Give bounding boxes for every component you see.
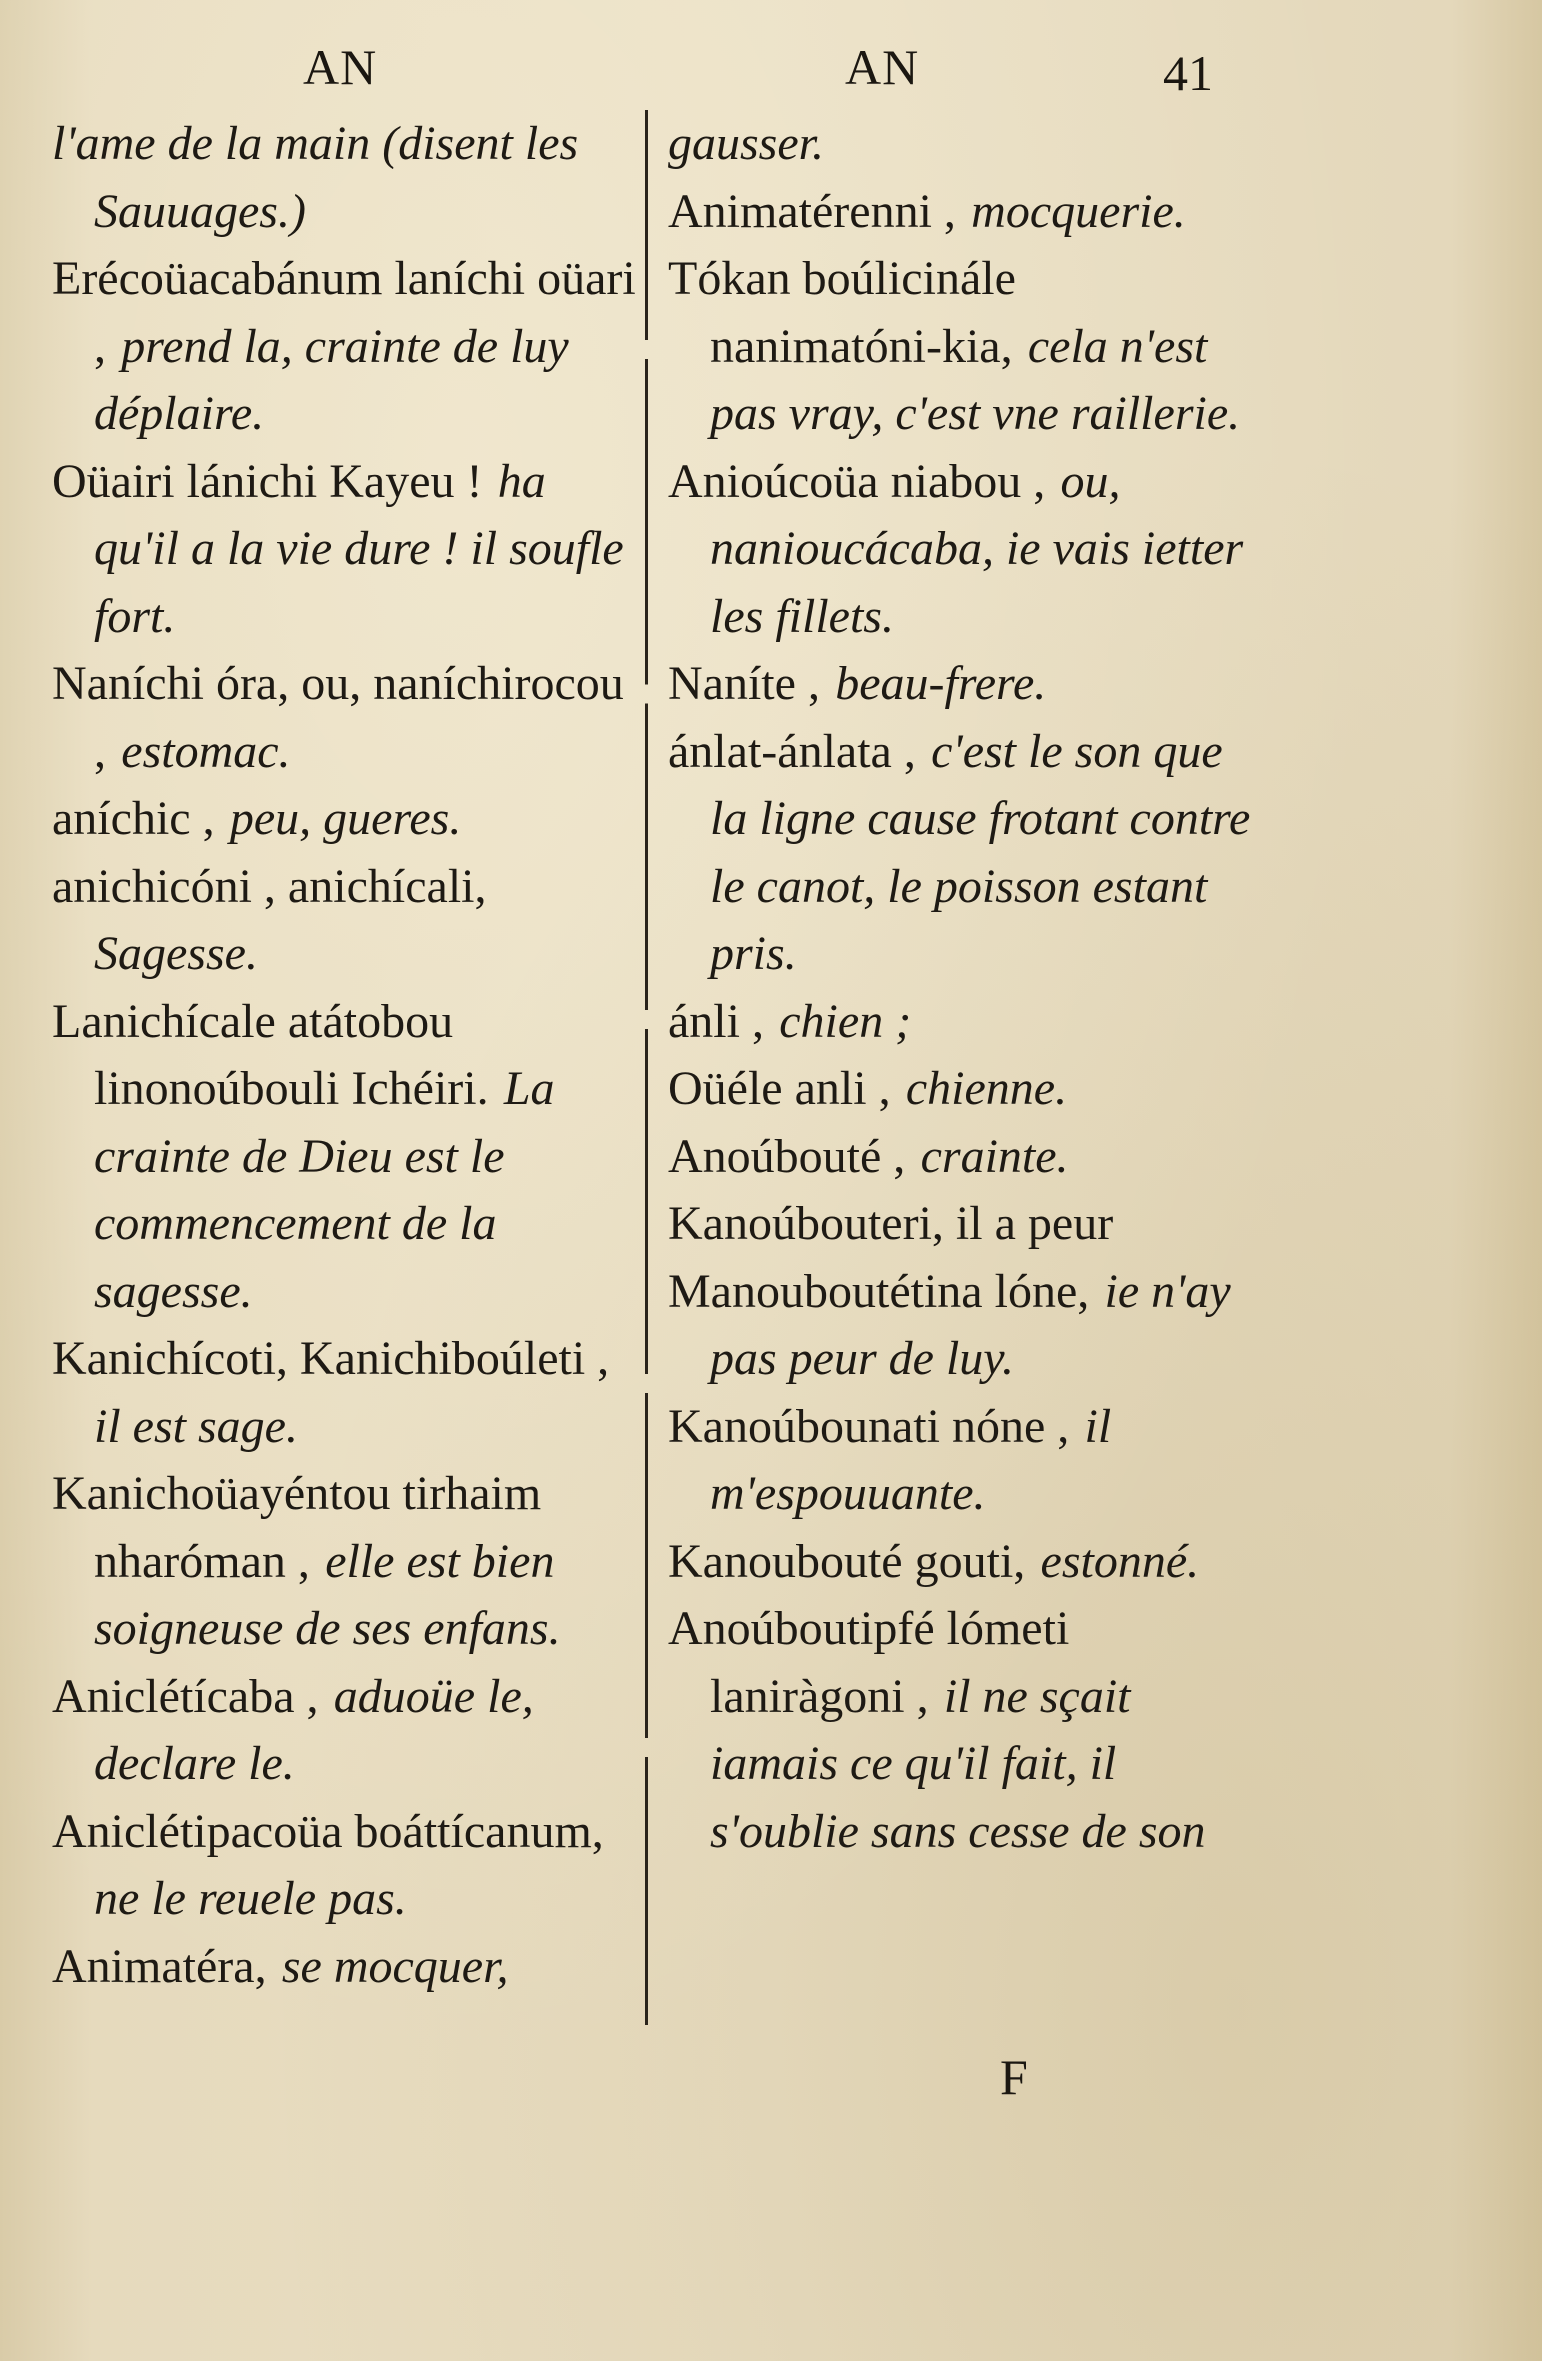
entry-term: anichicóni , anichícali, bbox=[52, 859, 487, 913]
entry-gloss: ha qu'il a la vie dure ! il soufle fort. bbox=[94, 454, 624, 643]
dictionary-entry bbox=[668, 1528, 1258, 1596]
entry-term: aníchic , bbox=[52, 792, 215, 845]
entry-gloss: prend la, crainte de luy déplaire. bbox=[94, 319, 569, 440]
entry-term: Kanichícoti, Kanichiboúleti , bbox=[52, 1332, 610, 1385]
dictionary-entry bbox=[52, 1798, 642, 1933]
entry-term: Tókan boúlicinále nanimatóni-kia, bbox=[668, 252, 1016, 373]
entry-gloss: chien ; bbox=[779, 994, 912, 1048]
dictionary-entry bbox=[52, 650, 642, 785]
entry-term: Lanichícale atátobou linonoúbouli Ichéiri. bbox=[52, 994, 489, 1115]
entry-term: Animatéra, bbox=[52, 1939, 267, 1993]
entry-term: Kanoubouté gouti, bbox=[668, 1534, 1026, 1588]
dictionary-entry bbox=[668, 988, 1258, 1056]
dictionary-entry bbox=[52, 110, 642, 245]
entry-gloss: il m'espouuante. bbox=[710, 1399, 1112, 1520]
dictionary-entry bbox=[668, 178, 1258, 246]
dictionary-entry bbox=[52, 988, 642, 1326]
entry-term: Naníchi óra, ou, naníchirocou , bbox=[52, 657, 624, 778]
entry-gloss: beau-frere. bbox=[835, 657, 1047, 710]
entry-gloss: La crainte de Dieu est le commencement de la sagesse. bbox=[94, 1062, 555, 1318]
entry-term: Naníte , bbox=[668, 657, 820, 710]
entry-gloss: gausser. bbox=[668, 117, 825, 170]
dictionary-entry bbox=[52, 1325, 642, 1460]
entry-term: Kanoúbounati nóne , bbox=[668, 1399, 1070, 1453]
entry-term: ánlat-ánlata , bbox=[668, 724, 916, 778]
right-column bbox=[668, 110, 1258, 1865]
entry-term: Kanichoüayéntou tirhaim nharóman , bbox=[52, 1467, 542, 1588]
entry-gloss: se mocquer, bbox=[281, 1939, 509, 1993]
page-number: 41 bbox=[1163, 45, 1213, 101]
entry-term: Anoúboutipfé lómeti laniràgoni , bbox=[668, 1602, 1070, 1723]
dictionary-entry bbox=[668, 245, 1258, 448]
entry-gloss: il est sage. bbox=[94, 1399, 298, 1453]
entry-term: Manouboutétina lóne, bbox=[668, 1264, 1090, 1318]
entry-term: Oüairi lánichi Kayeu ! bbox=[52, 454, 483, 508]
entry-term: Oüéle anli , bbox=[668, 1062, 891, 1115]
entry-gloss: ne le reuele pas. bbox=[94, 1872, 407, 1925]
dictionary-entry bbox=[668, 1123, 1258, 1191]
entry-gloss: estonné. bbox=[1040, 1534, 1200, 1588]
dictionary-entry bbox=[668, 1595, 1258, 1865]
entry-term: Anioúcoüa niabou , bbox=[668, 454, 1046, 508]
entry-gloss: mocquerie. bbox=[971, 184, 1186, 238]
entry-gloss: l'ame de la main (disent les Sauuages.) bbox=[52, 117, 579, 238]
dictionary-entry bbox=[668, 448, 1258, 651]
entry-gloss: elle est bien soigneuse de ses enfans. bbox=[94, 1534, 561, 1655]
dictionary-entry bbox=[52, 785, 642, 853]
dictionary-entry bbox=[668, 110, 1258, 178]
entry-term: ánli , bbox=[668, 994, 764, 1048]
dictionary-entry bbox=[668, 718, 1258, 988]
dictionary-entry bbox=[52, 245, 642, 448]
dictionary-entry bbox=[52, 448, 642, 651]
dictionary-entry bbox=[52, 853, 642, 988]
entry-term: Aniclétipacoüa boáttícanum, bbox=[52, 1804, 604, 1858]
entry-gloss: chienne. bbox=[905, 1062, 1068, 1115]
entry-gloss: estomac. bbox=[121, 724, 291, 778]
entry-term: Kanoúbouteri, il a peur bbox=[668, 1197, 1114, 1250]
dictionary-entry bbox=[668, 1393, 1258, 1528]
signature-mark: F bbox=[1000, 2049, 1028, 2105]
dictionary-entry bbox=[668, 1190, 1258, 1258]
running-head-right: AN bbox=[845, 39, 920, 95]
entry-gloss: ie n'ay pas peur de luy. bbox=[710, 1264, 1231, 1385]
entry-term: Animatérenni , bbox=[668, 184, 956, 238]
entry-gloss: crainte. bbox=[920, 1129, 1069, 1183]
running-head-left: AN bbox=[303, 39, 378, 95]
dictionary-entry bbox=[52, 1933, 642, 2001]
dictionary-entry bbox=[668, 650, 1258, 718]
entry-gloss: ou, nanioucácaba, ie vais ietter les fillets. bbox=[710, 454, 1244, 643]
dictionary-entry bbox=[668, 1258, 1258, 1393]
column-divider bbox=[645, 110, 648, 2025]
left-column bbox=[52, 110, 642, 2000]
entry-gloss: Sagesse. bbox=[94, 927, 258, 980]
dictionary-entry bbox=[52, 1663, 642, 1798]
entry-gloss: il ne sçait iamais ce qu'il fait, il s'oublie sans cesse de son bbox=[710, 1669, 1206, 1858]
entry-term: Aniclétícaba , bbox=[52, 1669, 319, 1723]
entry-term: Erécoüacabánum laníchi oüari , bbox=[52, 252, 636, 373]
dictionary-entry bbox=[52, 1460, 642, 1663]
entry-gloss: cela n'est pas vray, c'est vne raillerie. bbox=[710, 319, 1241, 440]
entry-gloss: c'est le son que la ligne cause frotant contre le canot, le poisson estant pris. bbox=[710, 724, 1251, 980]
entry-term: Anoúbouté , bbox=[668, 1129, 906, 1183]
entry-gloss: peu, gueres. bbox=[229, 792, 462, 845]
entry-gloss: aduoüe le, declare le. bbox=[94, 1669, 534, 1790]
dictionary-entry bbox=[668, 1055, 1258, 1123]
